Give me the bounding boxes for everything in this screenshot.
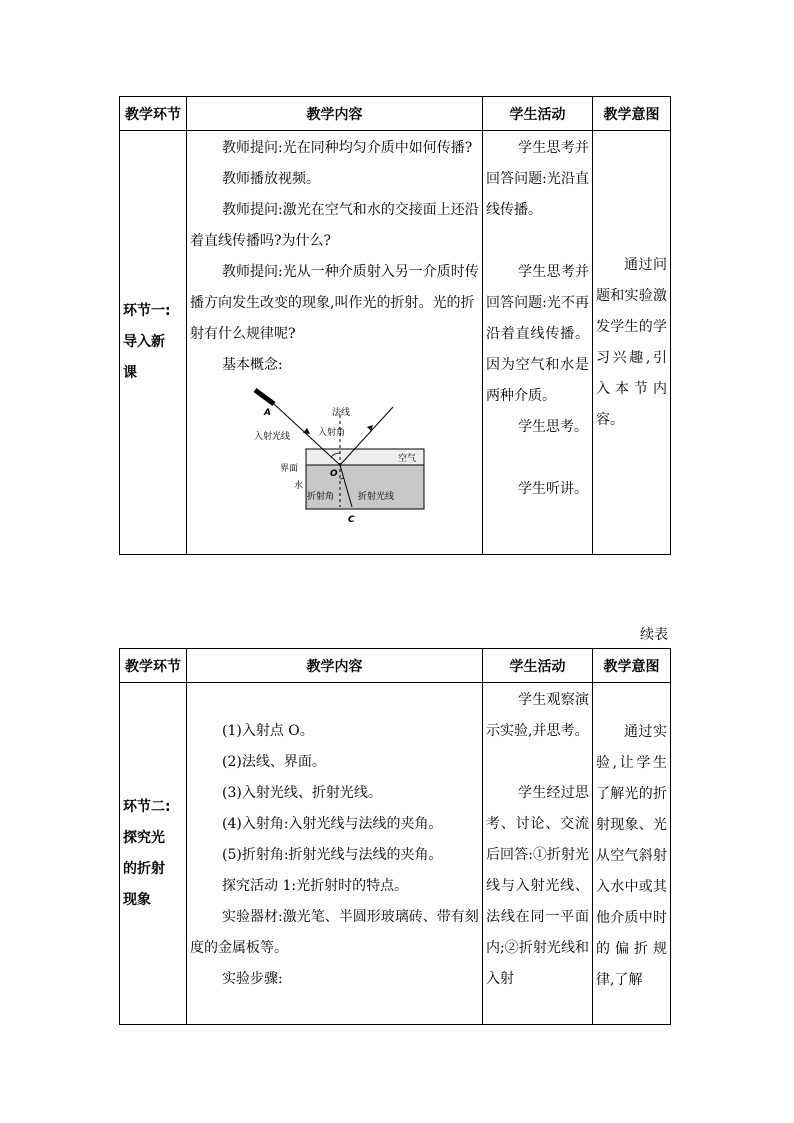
label-water: 水 <box>294 481 304 491</box>
label-a: A <box>264 408 271 418</box>
content-line: (2)法线、界面。 <box>222 754 326 770</box>
content-line: (3)入射光线、折射光线。 <box>222 785 382 801</box>
intent-cell <box>593 131 671 555</box>
label-o: O <box>330 469 338 479</box>
header-intent: 教学意图 <box>593 649 671 683</box>
activity-paragraph: 学生思考并回答问题:光沿直线传播。 <box>486 140 589 218</box>
content-line: (5)折射角:折射光线与法线的夹角。 <box>222 847 443 863</box>
content-cell <box>187 683 483 1025</box>
content-paragraph: 教师提问:光在同种均匀介质中如何传播? <box>222 140 473 156</box>
arrow-icon <box>303 428 310 434</box>
activity-paragraph: 学生经过思考、讨论、交流后回答:①折射光线与入射光线、法线在同一平面内;②折射光线和入射 <box>486 785 589 987</box>
activity-cell <box>483 131 593 555</box>
label-c: C <box>348 515 355 525</box>
stage-line: 的折射 <box>123 860 165 877</box>
header-intent: 教学意图 <box>593 97 671 131</box>
content-paragraph: 教师播放视频。 <box>222 171 320 187</box>
stage-line: 导入新 <box>123 334 165 350</box>
stage-line: 探究光 <box>123 829 165 846</box>
header-stage: 教学环节 <box>120 97 187 131</box>
intent-cell <box>593 683 671 1025</box>
label-air: 空气 <box>398 454 417 464</box>
lesson-table-2 <box>119 648 671 1025</box>
content-paragraph: 教师提问:光从一种介质射入另一介质时传播方向发生改变的现象,叫作光的折射。光的折射有什么规律呢? <box>190 264 479 342</box>
content-line: 探究活动 1:光折射时的特点。 <box>222 878 409 894</box>
content-paragraph: 教师提问:激光在空气和水的交接面上还沿着直线传播吗?为什么? <box>190 202 479 249</box>
label-refraction-angle: 折射角 <box>307 492 335 502</box>
table-row <box>120 131 671 555</box>
header-content: 教学内容 <box>187 649 483 683</box>
intent-text: 通过实验,让学生了解光的折射现象、光从空气斜射入水中或其他介质中时的偏折规律,了解 <box>596 724 667 988</box>
content-line: (4)入射角:入射光线与法线的夹角。 <box>222 816 443 832</box>
laser-pen-icon <box>255 390 274 404</box>
activity-paragraph: 学生观察演示实验,并思考。 <box>486 692 589 739</box>
activity-paragraph: 学生思考。 <box>518 419 588 435</box>
stage-line: 现象 <box>123 891 151 908</box>
water-region <box>306 465 424 509</box>
refraction-diagram <box>250 385 430 527</box>
table-header-row <box>120 97 671 131</box>
header-activity: 学生活动 <box>483 649 593 683</box>
activity-cell <box>483 683 593 1025</box>
label-incident-ray: 入射光线 <box>254 432 291 442</box>
stage-line: 课 <box>123 365 137 381</box>
content-paragraph: 基本概念: <box>222 357 283 373</box>
table-header-row <box>120 649 671 683</box>
content-line: 实验器材:激光笔、半圆形玻璃砖、带有刻度的金属板等。 <box>190 909 479 956</box>
stage-cell <box>120 683 187 1025</box>
label-incident-angle: 入射角 <box>318 428 346 438</box>
label-refracted-ray: 折射光线 <box>358 492 395 502</box>
content-cell <box>187 131 483 555</box>
continued-label: 续表 <box>640 627 668 643</box>
activity-paragraph: 学生思考并回答问题:光不再沿着直线传播。因为空气和水是两种介质。 <box>486 264 589 404</box>
activity-paragraph: 学生听讲。 <box>518 481 588 497</box>
label-interface: 界面 <box>280 464 299 474</box>
stage-cell <box>120 131 187 555</box>
header-content: 教学内容 <box>187 97 483 131</box>
lesson-table-1 <box>119 96 671 555</box>
content-line: (1)入射点 O。 <box>222 723 314 739</box>
stage-line: 环节一: <box>123 303 171 319</box>
stage-line: 环节二: <box>123 798 171 815</box>
intent-text: 通过问题和实验激发学生的学习兴趣,引入本节内容。 <box>596 256 667 428</box>
label-normal: 法线 <box>332 408 351 418</box>
header-stage: 教学环节 <box>120 649 187 683</box>
header-activity: 学生活动 <box>483 97 593 131</box>
table-row <box>120 683 671 1025</box>
content-line: 实验步骤: <box>222 971 283 987</box>
